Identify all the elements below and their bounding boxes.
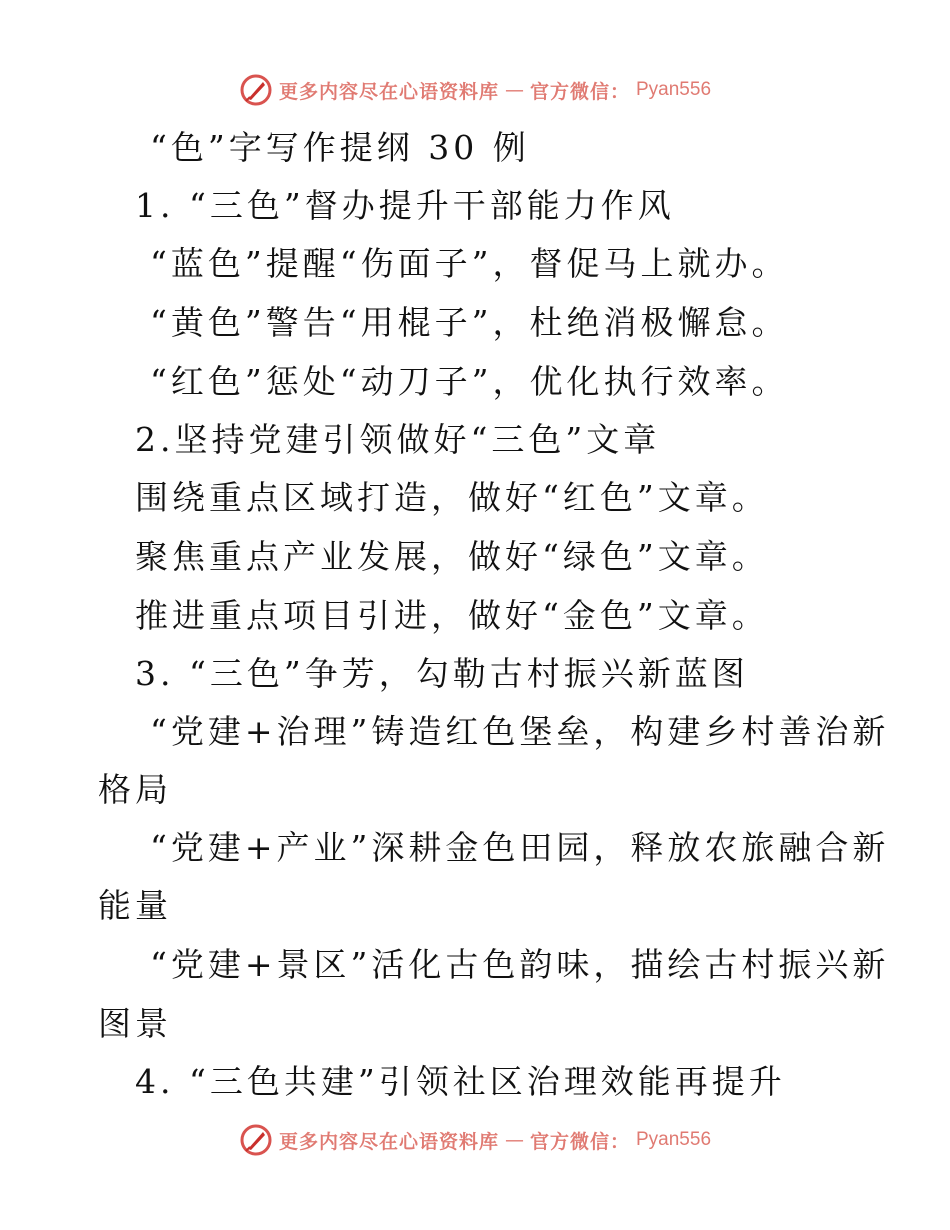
text-line: “蓝色”提醒“伤面子”，督促马上就办。 [150,244,789,283]
text-line: 推进重点项目引进，做好“金色”文章。 [135,596,769,635]
watermark-separator: — [504,79,524,101]
text-line: “党建+治理”铸造红色堡垒，构建乡村善治新 [150,712,890,751]
text-line: 聚焦重点产业发展，做好“绿色”文章。 [135,537,769,576]
watermark-contact-label: 官方微信： [529,1130,630,1153]
watermark-contact-label: 官方微信： [529,80,630,103]
text-line: “党建+产业”深耕金色田园，释放农旅融合新 [150,828,890,867]
watermark-contact-id: Pyan556 [636,1129,712,1150]
header-watermark [0,72,950,108]
text-line: “党建+景区”活化古色韵味，描绘古村振兴新 [150,945,890,984]
text-line: 3. “三色”争芳，勾勒古村振兴新蓝图 [135,654,749,693]
text-line: 格局 [98,770,172,809]
quill-circle-icon [239,73,273,107]
watermark-separator: — [504,1129,524,1151]
watermark-contact-id: Pyan556 [636,79,712,100]
document-title: “色”字写作提纲 30 例 [150,128,530,167]
watermark-text: 更多内容尽在心语资料库 [278,1130,499,1153]
text-line: 4. “三色共建”引领社区治理效能再提升 [135,1062,786,1101]
text-line: 图景 [98,1004,172,1043]
watermark-text: 更多内容尽在心语资料库 [278,80,499,103]
text-line: 1. “三色”督办提升干部能力作风 [135,186,675,225]
text-line: 能量 [98,886,172,925]
text-line: “黄色”警告“用棍子”，杜绝消极懈怠。 [150,303,789,342]
footer-watermark [0,1122,950,1158]
text-line: “红色”惩处“动刀子”，优化执行效率。 [150,362,789,401]
text-line: 2.坚持党建引领做好“三色”文章 [135,420,661,459]
quill-circle-icon [239,1123,273,1157]
text-line: 围绕重点区域打造，做好“红色”文章。 [135,478,769,517]
